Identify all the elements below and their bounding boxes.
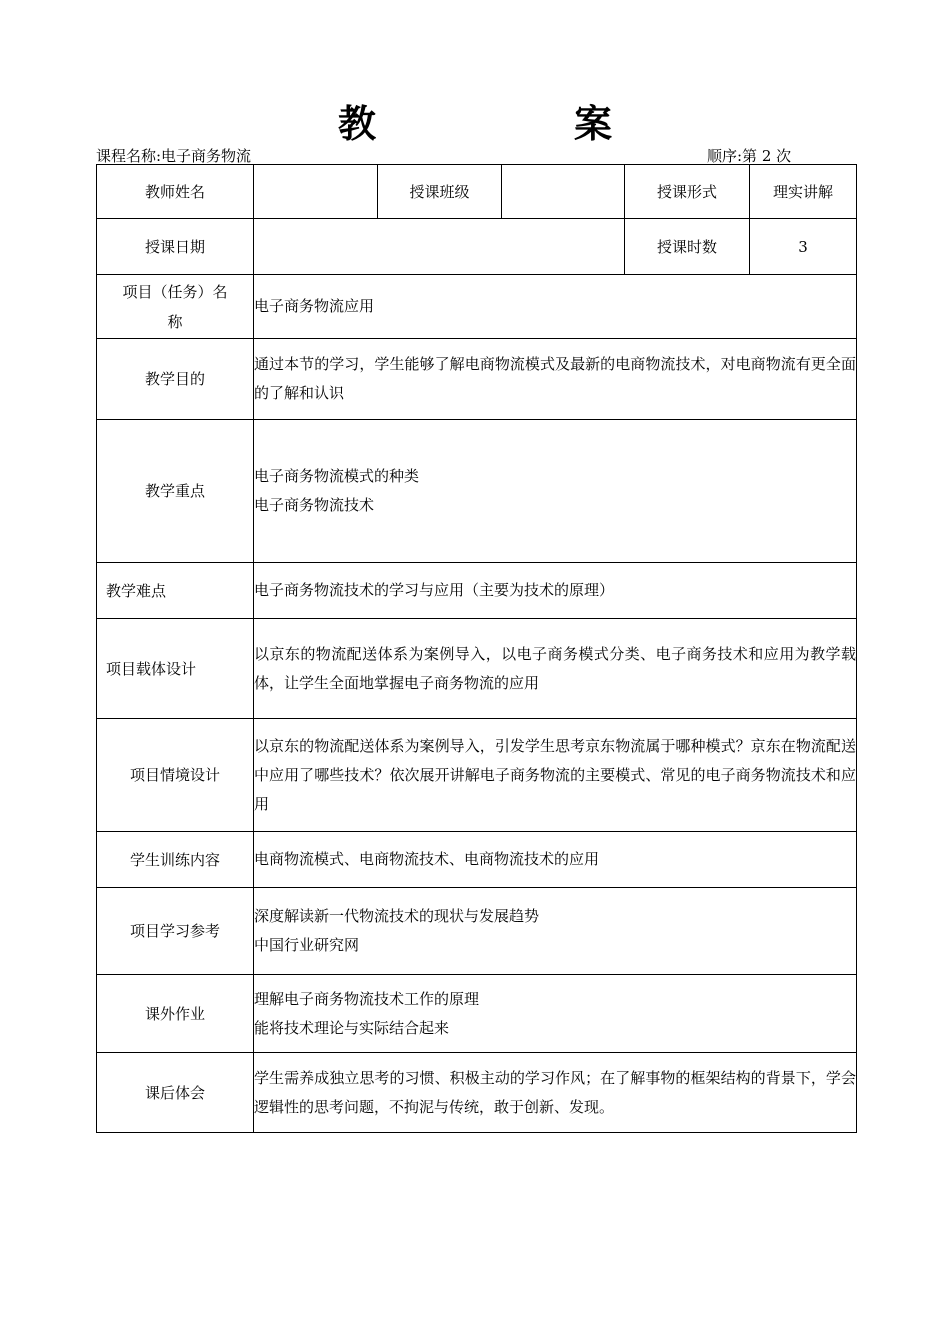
homework-value bbox=[254, 975, 857, 1053]
project-name-label-line2: 称 bbox=[167, 312, 183, 331]
reflection-value: 学生需养成独立思考的习惯、积极主动的学习作风；在了解事物的框架结构的背景下，学会逻辑性的思考问题，不拘泥与传统，敢于创新、发现。 bbox=[254, 1053, 857, 1133]
page-title: 教 案 bbox=[337, 102, 692, 146]
reference-item: 中国行业研究网 bbox=[254, 936, 360, 954]
training-value: 电商物流模式、电商物流技术、电商物流技术的应用 bbox=[254, 832, 857, 888]
course-name: 课程名称:电子商务物流 bbox=[96, 147, 252, 165]
carrier-design-label: 项目载体设计 bbox=[97, 619, 254, 719]
date-value bbox=[254, 219, 625, 275]
lesson-order: 顺序:第 2 次 bbox=[707, 147, 792, 165]
difficulties-value: 电子商务物流技术的学习与应用（主要为技术的原理） bbox=[254, 563, 857, 619]
homework-item: 能将技术理论与实际结合起来 bbox=[254, 1018, 450, 1037]
row-homework bbox=[97, 975, 857, 1053]
key-points-label: 教学重点 bbox=[97, 420, 254, 563]
homework-item: 理解电子商务物流技术工作的原理 bbox=[254, 989, 480, 1008]
project-name-label-line1: 项目（任务）名 bbox=[122, 282, 228, 301]
teacher-value bbox=[254, 165, 378, 219]
row-reflection bbox=[97, 1053, 857, 1133]
row-difficulties bbox=[97, 563, 857, 619]
difficulties-label: 教学难点 bbox=[97, 563, 254, 619]
class-label: 授课班级 bbox=[378, 165, 502, 219]
scenario-design-label: 项目情境设计 bbox=[97, 719, 254, 832]
training-label: 学生训练内容 bbox=[97, 832, 254, 888]
row-references bbox=[97, 888, 857, 975]
key-point-item: 电子商务物流技术 bbox=[254, 496, 375, 514]
scenario-design-value: 以京东的物流配送体系为案例导入，引发学生思考京东物流属于哪种模式？京东在物流配送中应用了哪些技术？依次展开讲解电子商务物流的主要模式、常见的电子商务物流技术和应用 bbox=[254, 719, 857, 832]
objective-value: 通过本节的学习，学生能够了解电商物流模式及最新的电商物流技术，对电商物流有更全面的了解和认识 bbox=[254, 339, 857, 420]
row-objective bbox=[97, 339, 857, 420]
hours-label: 授课时数 bbox=[625, 219, 750, 275]
hours-value: 3 bbox=[750, 219, 857, 275]
carrier-design-value: 以京东的物流配送体系为案例导入，以电子商务模式分类、电子商务技术和应用为教学载体，让学生全面地掌握电子商务物流的应用 bbox=[254, 619, 857, 719]
references-label: 项目学习参考 bbox=[97, 888, 254, 975]
teacher-label: 教师姓名 bbox=[97, 165, 254, 219]
key-points-value bbox=[254, 420, 857, 563]
date-label: 授课日期 bbox=[97, 219, 254, 275]
row-project-name bbox=[97, 275, 857, 339]
homework-label: 课外作业 bbox=[97, 975, 254, 1053]
row-scenario-design bbox=[97, 719, 857, 832]
reference-item: 深度解读新一代物流技术的现状与发展趋势 bbox=[254, 907, 540, 925]
form-label: 授课形式 bbox=[625, 165, 750, 219]
row-key-points bbox=[97, 420, 857, 563]
references-value bbox=[254, 888, 857, 975]
form-value: 理实讲解 bbox=[750, 165, 857, 219]
project-name-value: 电子商务物流应用 bbox=[254, 275, 857, 339]
reflection-label: 课后体会 bbox=[97, 1053, 254, 1133]
row-training bbox=[97, 832, 857, 888]
project-name-label bbox=[97, 275, 254, 339]
class-value bbox=[502, 165, 625, 219]
objective-label: 教学目的 bbox=[97, 339, 254, 420]
row-carrier-design bbox=[97, 619, 857, 719]
row-teacher bbox=[97, 165, 857, 219]
key-point-item: 电子商务物流模式的种类 bbox=[254, 467, 420, 485]
row-date bbox=[97, 219, 857, 275]
lesson-plan-table bbox=[96, 164, 857, 1133]
